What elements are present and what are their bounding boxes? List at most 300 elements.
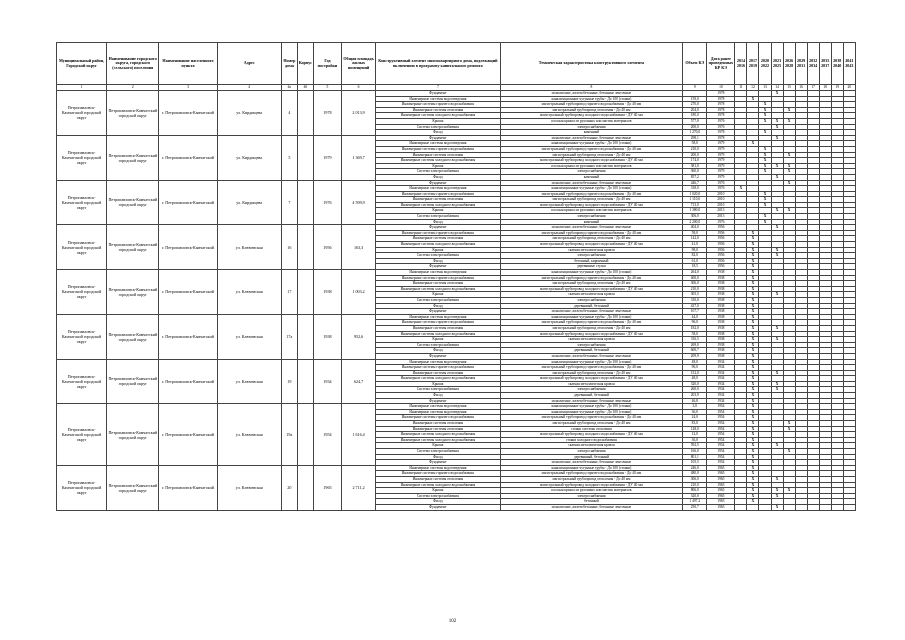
element-cell: Инженерные системы холодного водоснабжения [376,482,500,488]
tech-cell: бетонный, кирпичный [500,258,683,264]
tech-cell: канализационные чугунные трубы - До 100 (стояки) [500,141,683,147]
house-number-cell: 5 [281,135,297,180]
volume-cell: 806,0 [683,488,707,494]
volume-cell: 857,2 [683,174,707,180]
period-mark-cell: X [783,449,795,455]
element-cell: Фундамент [376,504,500,510]
element-cell: Система электроснабжения [376,297,500,303]
element-cell: Крыша [376,443,500,449]
element-cell: Система электроснабжения [376,214,500,220]
volume-cell: 41,0 [683,242,707,248]
element-cell: Инженерные системы отопления [376,476,500,482]
volume-cell: 316,5 [683,337,707,343]
repair-date-cell: 1965 [707,493,735,499]
period-mark-cell: X [747,460,759,466]
korpus-cell [297,135,313,180]
korpus-cell [297,270,313,315]
area-cell: 2 013,9 [342,91,376,136]
repair-date-cell: 1938 [707,331,735,337]
volume-cell: 159,0 [683,96,707,102]
tech-cell: плоская крыша из рулонных или мастик материалов [500,488,683,494]
period-mark-cell: X [771,370,783,376]
tech-cell: магистральный трубопровод горячего водоснабжения - До 40 мм [500,102,683,108]
element-cell: Фундамент [376,398,500,404]
period-mark-cell [759,504,771,510]
element-cell: Система электроснабжения [376,387,500,393]
period-mark-cell: X [747,376,759,382]
period-mark-cell: X [747,258,759,264]
page-number: 102 [448,619,457,624]
period-mark-cell: X [783,488,795,494]
element-cell: Крыша [376,208,500,214]
volume-cell: 174,0 [683,158,707,164]
period-mark-cell: X [771,225,783,231]
repair-date-cell: 1954 [707,437,735,443]
column-header: Год постройки [313,43,341,85]
column-header: 2026 2028 [783,43,795,85]
tech-cell: магистральный трубопровод холодного водоснабжения - ДУ 40 мм [500,113,683,119]
volume-cell: 360,0 [683,169,707,175]
repair-date-cell: 1965 [707,465,735,471]
element-cell: Инженерные системы холодного водоснабжения [376,242,500,248]
column-header: 2023 2025 [771,43,783,85]
repair-date-cell: 1978 [707,91,735,97]
element-cell: Инженерные системы отопления [376,426,500,432]
house-number-cell: 19а [281,404,297,466]
column-header: 2029 2031 [795,43,807,85]
column-number: 13 [759,85,771,91]
repair-date-cell: 1938 [707,325,735,331]
volume-cell: 437,0 [683,303,707,309]
tech-cell: скатная металлическая кровля [500,381,683,387]
street-cell: ул. Кирдищева [217,135,281,180]
repair-date-cell: 1938 [707,286,735,292]
period-mark-cell: X [747,141,759,147]
period-mark-cell: X [747,320,759,326]
tech-cell: монолитные, железобетонные, бетонные ленточные [500,309,683,315]
tech-cell: монолитные, железобетонные, бетонные ленточные [500,180,683,186]
volume-cell: 96,0 [683,320,707,326]
column-number: 15 [783,85,795,91]
repair-date-cell: 1954 [707,432,735,438]
element-cell: Инженерные системы отопления [376,370,500,376]
volume-cell: 152,0 [683,370,707,376]
period-mark-cell: X [759,197,771,203]
repair-date-cell: 1976 [707,118,735,124]
repair-date-cell: 1979 [707,158,735,164]
repair-date-cell: 1938 [707,320,735,326]
period-mark-cell [843,504,855,510]
element-cell: Инженерные системы холодного водоснабжения [376,437,500,443]
period-mark-cell: X [771,443,783,449]
column-number: 2 [107,85,159,91]
period-mark-cell: X [747,465,759,471]
period-mark-cell [795,504,807,510]
tech-cell: плоская крыша из рулонных или мастик материалов [500,208,683,214]
volume-cell: 210,0 [683,482,707,488]
period-mark-cell [735,504,747,510]
period-mark-cell: X [771,504,783,510]
tech-cell: магистральный трубопровод горячего водоснабжения - До 40 мм [500,146,683,152]
column-headers [57,43,856,85]
tech-cell: электроснабжения [500,449,683,455]
street-cell: ул. Ключевская [217,404,281,466]
tech-cell: магистральный трубопровод холодного водоснабжения - ДУ 40 мм [500,242,683,248]
tech-cell: электроснабжения [500,342,683,348]
volume-cell: 48,0 [683,376,707,382]
element-cell: Фасад [376,499,500,505]
tech-cell: магистральный трубопровод холодного водоснабжения - ДУ 40 мм [500,331,683,337]
area-cell: 952,6 [342,314,376,359]
volume-cell: 82,0 [683,253,707,259]
period-mark-cell: X [759,146,771,152]
period-mark-cell: X [759,163,771,169]
element-cell: Крыша [376,337,500,343]
volume-cell: 381,0 [683,163,707,169]
area-cell: 2 711,2 [342,465,376,510]
street-cell: ул. Ключевская [217,270,281,315]
street-cell: ул. Ключевская [217,225,281,270]
volume-cell: 600,7 [683,348,707,354]
column-number: 18 [819,85,831,91]
volume-cell: 203,9 [683,393,707,399]
period-mark-cell: X [771,488,783,494]
volume-cell: 713,0 [683,202,707,208]
settlement-cell: Петропавловск-Камчатский городской округ [107,314,159,359]
tech-cell: монолитные, железобетонные, бетонные ленточные [500,398,683,404]
period-mark-cell: X [747,387,759,393]
column-number: 4 [217,85,281,91]
district-cell: Петропавловск-Камчатский городской округ [57,91,107,136]
period-mark-cell: X [783,107,795,113]
period-mark-cell: X [747,342,759,348]
element-cell: Инженерные системы отопления [376,236,500,242]
element-cell: Инженерные системы отопления [376,107,500,113]
tech-cell: магистральный трубопровод отопления - До 40 мм [500,236,683,242]
period-mark-cell: X [783,118,795,124]
period-mark-cell: X [747,381,759,387]
tech-cell: канализационные чугунные трубы - До 100 (стояки) [500,314,683,320]
element-cell: Фасад [376,348,500,354]
period-mark-cell: X [747,297,759,303]
volume-cell: 36,0 [683,409,707,415]
repair-date-cell: 1956 [707,253,735,259]
element-cell: Фасад [376,258,500,264]
period-mark-cell: X [783,152,795,158]
tech-cell: скатная металлическая кровля [500,337,683,343]
repair-date-cell: 1979 [707,163,735,169]
period-mark-cell: X [771,124,783,130]
volume-cell: 306,0 [683,214,707,220]
element-cell: Инженерные системы горячего водоснабжения [376,102,500,108]
repair-date-cell: 1938 [707,303,735,309]
district-cell: Петропавловск-Камчатский городской округ [57,180,107,225]
element-cell: Крыша [376,292,500,298]
district-cell: Петропавловск-Камчатский городской округ [57,314,107,359]
tech-cell: деревянный, бетонный [500,393,683,399]
column-header: Номер дома [281,43,297,85]
column-header: Муниципальный район, Городской округ [57,43,107,85]
volume-cell: 180,0 [683,113,707,119]
element-cell: Инженерные системы горячего водоснабжения [376,415,500,421]
period-mark-cell: X [747,415,759,421]
tech-cell: магистральный трубопровод отопления - До 40 мм [500,152,683,158]
korpus-cell [297,180,313,225]
volume-cell: 96,0 [683,365,707,371]
repair-date-cell: 1938 [707,275,735,281]
element-cell: Фасад [376,393,500,399]
volume-cell: 270,0 [683,102,707,108]
locality-cell: г. Петропавловск-Камчатский [159,404,217,466]
repair-date-cell: 2010 [707,197,735,203]
period-mark-cell: X [759,130,771,136]
repair-date-cell: 1934 [707,370,735,376]
period-mark-cell: X [747,303,759,309]
element-cell: Инженерные системы горячего водоснабжения [376,320,500,326]
tech-cell: канализационные чугунные трубы - До 100 (стояки) [500,96,683,102]
period-mark-cell: X [771,381,783,387]
tech-cell: канализационные чугунные трубы - До 100 (стояки) [500,465,683,471]
element-cell: Инженерные системы водоотведения [376,314,500,320]
column-header: Корпус [297,43,313,85]
settlement-cell: Петропавловск-Камчатский городской округ [107,404,159,466]
period-mark-cell: X [747,292,759,298]
period-mark-cell: X [747,409,759,415]
period-mark-cell: X [771,91,783,97]
tech-cell: магистральный трубопровод отопления - До 40 мм [500,281,683,287]
repair-date-cell: 1979 [707,146,735,152]
period-mark-cell [807,504,819,510]
period-mark-cell: X [747,437,759,443]
period-mark-cell: X [759,219,771,225]
repair-date-cell: 1978 [707,107,735,113]
volume-cell: 142,0 [683,236,707,242]
repair-date-cell: 1954 [707,421,735,427]
period-mark-cell: X [747,242,759,248]
period-mark-cell: X [747,264,759,270]
house-number-cell: 4 [281,91,297,136]
column-header: Наименование городского округа, городского (сельского) поселения [107,43,159,85]
column-number: 6 [342,85,376,91]
volume-cell: 592,5 [683,443,707,449]
period-mark-cell: X [747,449,759,455]
volume-cell: 298,1 [683,135,707,141]
element-cell: Инженерные системы холодного водоснабжения [376,202,500,208]
tech-cell: магистральный трубопровод отопления - До 40 мм [500,197,683,203]
table-header [57,43,856,91]
repair-date-cell: 1956 [707,225,735,231]
element-cell: Инженерные системы холодного водоснабжения [376,331,500,337]
period-mark-cell: X [759,169,771,175]
period-mark-cell: X [747,370,759,376]
settlement-cell: Петропавловск-Камчатский городской округ [107,180,159,225]
element-cell: Инженерные системы отопления [376,421,500,427]
area-cell: 4 599,9 [342,180,376,225]
period-mark-cell: X [747,337,759,343]
period-mark-cell: X [759,107,771,113]
column-header: 2020 2022 [759,43,771,85]
program-table [56,42,856,511]
volume-cell: 318,0 [683,186,707,192]
repair-date-cell: 2010 [707,202,735,208]
repair-date-cell: 1954 [707,426,735,432]
repair-date-cell: 1956 [707,258,735,264]
repair-date-cell: 1956 [707,264,735,270]
repair-date-cell: 1954 [707,415,735,421]
repair-date-cell: 1954 [707,454,735,460]
period-mark-cell: X [759,118,771,124]
repair-date-cell: 1934 [707,381,735,387]
element-cell: Крыша [376,381,500,387]
tech-cell: монолитные, железобетонные, бетонные ленточные [500,504,683,510]
period-mark-cell: X [783,426,795,432]
locality-cell: г. Петропавловск-Камчатский [159,465,217,510]
area-cell: 1 003,2 [342,270,376,315]
element-cell: Инженерные системы водоотведения [376,359,500,365]
volume-cell: 801,1 [683,454,707,460]
area-cell: 1 616,4 [342,404,376,466]
tech-cell: магистральный трубопровод холодного водоснабжения - ДУ 40 мм [500,158,683,164]
period-mark-cell: X [759,191,771,197]
volume-cell: 48,0 [683,359,707,365]
column-number: 12 [747,85,759,91]
volume-cell: 182,0 [683,325,707,331]
tech-cell: магистральный трубопровод горячего водоснабжения - До 40 мм [500,275,683,281]
korpus-cell [297,314,313,359]
tech-cell: канализационные чугунные трубы - До 100 (стояки) [500,186,683,192]
period-mark-cell: X [771,118,783,124]
locality-cell: г. Петропавловск-Камчатский [159,135,217,180]
element-cell: Система электроснабжения [376,124,500,130]
column-number: 4а [281,85,297,91]
period-mark-cell: X [747,426,759,432]
column-header: 2041 2043 [843,43,855,85]
volume-cell: 98,0 [683,247,707,253]
street-cell: ул. Ключевская [217,359,281,404]
period-mark-cell: X [771,135,783,141]
locality-cell: г. Петропавловск-Камчатский [159,359,217,404]
house-number-cell: 16 [281,225,297,270]
locality-cell: г. Петропавловск-Камчатский [159,270,217,315]
period-mark-cell: X [747,493,759,499]
element-cell: Фундамент [376,460,500,466]
build-year-cell: 1954 [313,404,341,466]
element-cell: Инженерные системы водоотведения [376,404,500,410]
house-number-cell: 7 [281,180,297,225]
element-cell: Фасад [376,454,500,460]
tech-cell: магистральный трубопровод горячего водоснабжения - До 40 мм [500,320,683,326]
house-number-cell: 17а [281,314,297,359]
repair-date-cell: 1979 [707,169,735,175]
repair-date-cell: 1954 [707,443,735,449]
volume-cell: 166,0 [683,449,707,455]
volume-cell: 2 200,0 [683,219,707,225]
tech-cell: канализационные чугунные трубы - До 100 (стояки) [500,359,683,365]
repair-date-cell: 1965 [707,499,735,505]
repair-date-cell: 1956 [707,236,735,242]
repair-date-cell: 1978 [707,96,735,102]
element-cell: Инженерные системы горячего водоснабжения [376,230,500,236]
period-mark-cell: X [759,102,771,108]
period-mark-cell: X [783,421,795,427]
tech-cell: магистральный трубопровод горячего водоснабжения - До 40 мм [500,471,683,477]
period-mark-cell: X [747,404,759,410]
period-mark-cell: X [747,253,759,259]
element-cell: Крыша [376,118,500,124]
korpus-cell [297,225,313,270]
repair-date-cell: 1934 [707,359,735,365]
volume-cell: 480,0 [683,471,707,477]
volume-cell: 107,7 [683,309,707,315]
house-number-cell: 17 [281,270,297,315]
house-number-cell: 20 [281,465,297,510]
build-year-cell: 1976 [313,180,341,225]
element-cell: Инженерные системы горячего водоснабжения [376,146,500,152]
volume-cell: 3,0 [683,404,707,410]
element-cell: Крыша [376,488,500,494]
repair-date-cell: 1954 [707,449,735,455]
repair-date-cell: 2010 [707,191,735,197]
element-cell: Крыша [376,247,500,253]
area-cell: 163,3 [342,225,376,270]
element-cell: Система электроснабжения [376,342,500,348]
build-year-cell: 1934 [313,359,341,404]
street-cell: ул. Кирдищева [217,91,281,136]
period-mark-cell: X [747,482,759,488]
period-mark-cell: X [747,309,759,315]
tech-cell: скатная металлическая кровля [500,443,683,449]
volume-cell: 61,0 [683,258,707,264]
volume-cell: 210,0 [683,146,707,152]
tech-cell: магистральный трубопровод отопления - До 40 мм [500,476,683,482]
column-header: Конструктивный элемент многоквартирного дома, подлежащий включению в программу капитального ремонта [376,43,500,85]
period-mark-cell: X [783,169,795,175]
period-mark-cell: X [747,398,759,404]
column-header: Техническая характеристика конструктивного элемента [500,43,683,85]
tech-cell: магистральный трубопровод холодного водоснабжения - ДУ 40 мм [500,202,683,208]
period-mark-cell: X [747,348,759,354]
volume-cell: 46,8 [683,398,707,404]
repair-date-cell: 1938 [707,292,735,298]
period-mark-cell: X [747,314,759,320]
column-header: Дата ранее проведенных КР КЭ [707,43,735,85]
tech-cell: магистральный трубопровод отопления - До 40 мм [500,325,683,331]
repair-date-cell: 1965 [707,482,735,488]
district-cell: Петропавловск-Камчатский городской округ [57,270,107,315]
volume-cell: 83,0 [683,421,707,427]
repair-date-cell: 1938 [707,337,735,343]
column-number: 7 [376,85,500,91]
element-cell: Инженерные системы холодного водоснабжения [376,286,500,292]
korpus-cell [297,359,313,404]
period-mark-cell: X [771,387,783,393]
repair-date-cell: 1965 [707,504,735,510]
settlement-cell: Петропавловск-Камчатский городской округ [107,225,159,270]
repair-date-cell: 1976 [707,186,735,192]
repair-date-cell: 1978 [707,130,735,136]
volume-cell: 320,0 [683,493,707,499]
volume-cell: 1 270,0 [683,130,707,136]
tech-cell: скатная металлическая кровля [500,247,683,253]
element-cell: Инженерные системы горячего водоснабжения [376,191,500,197]
korpus-cell [297,91,313,136]
tech-cell: магистральный трубопровод отопления - До 40 мм [500,421,683,427]
element-cell: Инженерные системы водоотведения [376,96,500,102]
element-cell: Инженерные системы водоотведения [376,465,500,471]
period-mark-cell: X [747,331,759,337]
volume-cell: 44,0 [683,314,707,320]
element-cell: Инженерные системы водоотведения [376,409,500,415]
